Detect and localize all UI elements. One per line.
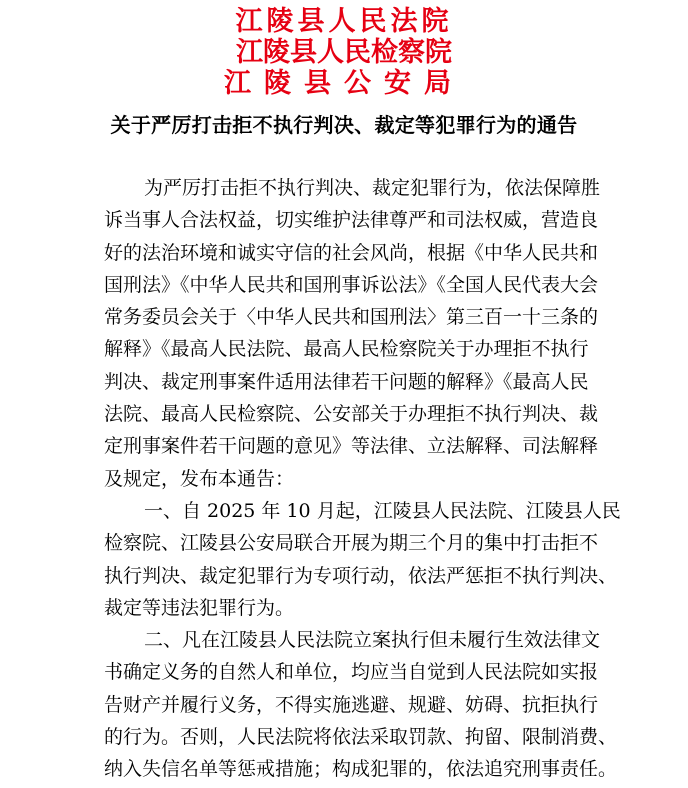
paragraph-one-line: 检察院、江陵县公安局联合开展为期三个月的集中打击拒不: [104, 532, 599, 555]
paragraph-two-line: 书确定义务的自然人和单位，均应当自觉到人民法院如实报: [104, 661, 599, 684]
issuer-police-bureau: 江陵县公安局: [224, 68, 464, 99]
paragraph-intro-line: 为严厉打击拒不执行判决、裁定犯罪行为，依法保障胜: [144, 177, 601, 199]
paragraph-intro-line: 解释》《最高人民法院、最高人民检察院关于办理拒不执行: [104, 338, 589, 361]
paragraph-one-line: 一、自 2025 年 10 月起，江陵县人民法院、江陵县人民: [144, 499, 621, 522]
paragraph-two-line: 纳入失信名单等惩戒措施；构成犯罪的，依法追究刑事责任。: [104, 758, 618, 781]
paragraph-intro-line: 定刑事案件若干问题的意见》等法律、立法解释、司法解释: [104, 435, 599, 458]
issuer-court: 江陵县人民法院: [235, 6, 453, 37]
paragraph-intro-line: 诉当事人合法权益，切实维护法律尊严和司法权威，营造良: [104, 209, 599, 232]
document-title: 关于严厉打击拒不执行判决、裁定等犯罪行为的通告: [110, 113, 578, 137]
paragraph-intro-line: 及规定，发布本通告：: [104, 467, 295, 490]
paragraph-one-line: 裁定等违法犯罪行为。: [104, 596, 295, 619]
document-header: [0, 6, 688, 99]
paragraph-intro-line: 常务委员会关于〈中华人民共和国刑法〉第三百一十三条的: [104, 306, 599, 329]
issuer-procuratorate: 江陵县人民检察院: [236, 37, 452, 68]
paragraph-two-line: 二、凡在江陵县人民法院立案执行但未履行生效法律文: [144, 629, 601, 652]
paragraph-intro-line: 判决、裁定刑事案件适用法律若干问题的解释》《最高人民: [104, 370, 589, 393]
paragraph-two-line: 告财产并履行义务，不得实施逃避、规避、妨碍、抗拒执行: [104, 693, 599, 716]
paragraph-intro-line: 好的法治环境和诚实守信的社会风尚，根据《中华人民共和: [104, 241, 599, 264]
paragraph-intro-line: 法院、最高人民检察院、公安部关于办理拒不执行判决、裁: [104, 403, 599, 426]
paragraph-one-line: 执行判决、裁定犯罪行为专项行动，依法严惩拒不执行判决、: [104, 564, 618, 587]
paragraph-two-line: 的行为。否则，人民法院将依法采取罚款、拘留、限制消费、: [104, 726, 618, 749]
paragraph-intro-line: 国刑法》《中华人民共和国刑事诉讼法》《全国人民代表大会: [104, 273, 599, 296]
document-body: [104, 172, 621, 786]
